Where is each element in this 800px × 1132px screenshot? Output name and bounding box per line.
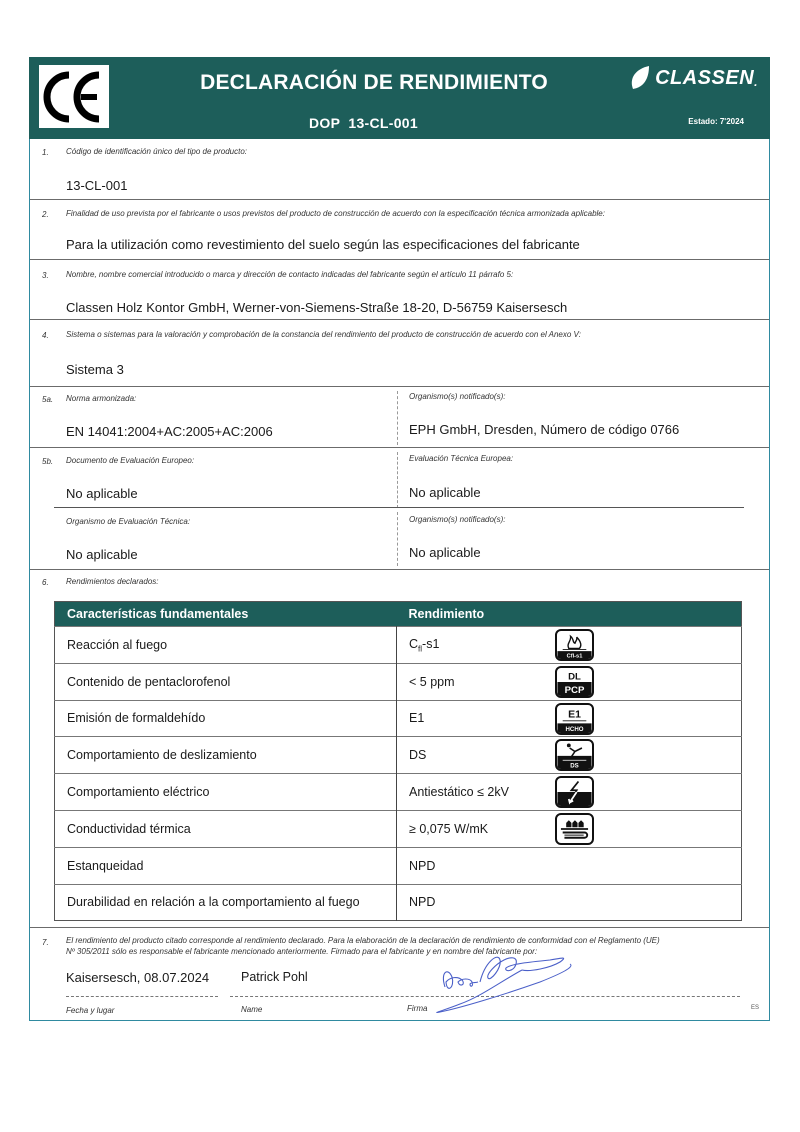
section-number: 1.: [42, 148, 49, 157]
tab-value: No aplicable: [66, 547, 138, 562]
characteristic-cell: Contenido de pentaclorofenol: [55, 663, 397, 700]
table-row: [55, 627, 742, 664]
svg-text:Cfl-s1: Cfl-s1: [566, 653, 583, 659]
section-number: 5b.: [42, 457, 54, 466]
table-row: [55, 700, 742, 737]
antistatic-icon: [555, 776, 594, 808]
underfloor-heating-icon: [555, 813, 594, 845]
section-5b-top: [30, 448, 769, 508]
signature-label: Firma: [407, 1004, 428, 1013]
characteristic-cell: Emisión de formaldehído: [55, 700, 397, 737]
notified-body-2-label: Organismo(s) notificado(s):: [409, 515, 506, 524]
svg-text:HCHO: HCHO: [565, 725, 584, 733]
column-separator: [397, 512, 398, 566]
name-label: Name: [241, 1005, 263, 1014]
declaration-line-2: Nº 305/2011 sólo es responsable el fabricante mencionado anteriormente. Firmado para el fabricante y en nombre del fabricante por:: [66, 947, 538, 956]
section-5b-bottom: [30, 508, 769, 570]
table-row: [55, 884, 742, 921]
section-2: [30, 200, 769, 260]
manufacturer-value: Classen Holz Kontor GmbH, Werner-von-Siemens-Straße 18-20, D-56759 Kaisersesch: [66, 300, 568, 315]
table-row: [55, 774, 742, 811]
e1-hcho-icon: [555, 703, 594, 735]
brand-name: CLASSEN: [655, 66, 755, 89]
language-code: ES: [750, 1005, 759, 1011]
performance-value: E1: [409, 711, 425, 726]
column-header-characteristics: Características fundamentales: [55, 602, 397, 627]
section-6: [30, 570, 769, 600]
characteristic-cell: Estanqueidad: [55, 847, 397, 884]
value-main: C: [409, 636, 419, 651]
leaf-icon: [629, 65, 651, 91]
performance-value: [409, 637, 559, 654]
section-4: [30, 320, 769, 387]
tab-label: Organismo de Evaluación Técnica:: [66, 517, 191, 526]
section-number: 4.: [42, 331, 49, 340]
table-row: [55, 663, 742, 700]
table-row: [55, 847, 742, 884]
section-number: 7.: [42, 938, 49, 947]
performance-value: < 5 ppm: [409, 674, 455, 689]
section-3: [30, 260, 769, 320]
ce-mark-icon: [39, 65, 109, 128]
characteristic-cell: Durabilidad en relación a la comportamiento al fuego: [55, 884, 397, 921]
performance-value: DS: [409, 748, 427, 763]
section-label: Finalidad de uso prevista por el fabricante o usos previstos del producto de construcción de acuerdo con la especificación técnica armonizada aplicable:: [66, 209, 605, 218]
notified-body-2-value: No aplicable: [409, 545, 481, 560]
column-header-performance: Rendimiento: [397, 602, 742, 627]
declaration-line-1: El rendimiento del producto citado corresponde al rendimiento declarado. Para la elaboración de la declaración de rendimiento de conformidad con el Reglamento (UE): [66, 936, 660, 945]
status-version: Estado: 7'2024: [688, 117, 744, 126]
svg-text:DS: DS: [570, 762, 579, 770]
column-separator: [397, 452, 398, 508]
section-number: 2.: [42, 210, 49, 219]
place-date-line: [66, 996, 218, 997]
svg-text:PCP: PCP: [564, 684, 585, 696]
document-title: DECLARACIÓN DE RENDIMIENTO: [200, 71, 548, 94]
ead-value: No aplicable: [66, 486, 138, 501]
place-date-label: Fecha y lugar: [66, 1006, 115, 1015]
section-1: [30, 139, 769, 200]
performance-cell: [397, 627, 742, 664]
section-number: 6.: [42, 578, 49, 587]
characteristic-cell: Comportamiento eléctrico: [55, 774, 397, 811]
dl-pcp-icon: [555, 666, 594, 698]
section-7-divider: [30, 927, 769, 928]
section-number: 3.: [42, 271, 49, 280]
signer-name-value: Patrick Pohl: [241, 970, 308, 984]
ead-label: Documento de Evaluación Europeo:: [66, 456, 195, 465]
value-suffix: -s1: [422, 636, 440, 651]
eta-value: No aplicable: [409, 485, 481, 500]
dop-code: DOP 13-CL-001: [309, 115, 418, 131]
section-label: Rendimientos declarados:: [66, 577, 159, 586]
place-date-value: Kaisersesch, 08.07.2024: [66, 970, 210, 985]
performance-table: [54, 601, 742, 921]
brand-logo: [629, 65, 758, 91]
performance-value: NPD: [409, 895, 436, 910]
table-row: [55, 737, 742, 774]
eta-label: Evaluación Técnica Europea:: [409, 454, 514, 463]
performance-cell: [397, 700, 742, 737]
section-label: Sistema o sistemas para la valoración y comprobación de la constancia del rendimiento del producto de construcción de acuerdo con el Anexo V:: [66, 330, 581, 339]
performance-value: NPD: [409, 858, 436, 873]
section-label: Nombre, nombre comercial introducido o marca y dirección de contacto indicadas del fabricante según el artículo 11 párrafo 5:: [66, 270, 514, 279]
system-value: Sistema 3: [66, 362, 124, 377]
performance-cell: [397, 737, 742, 774]
notified-body-value: EPH GmbH, Dresden, Número de código 0766: [409, 422, 680, 437]
ce-mark-icon-svg: [43, 71, 105, 123]
performance-cell: [397, 774, 742, 811]
section-5a: [30, 387, 769, 448]
performance-cell: [397, 884, 742, 921]
brand-dot: .: [754, 75, 758, 89]
section-number: 5a.: [42, 395, 54, 404]
table-row: [55, 810, 742, 847]
handwritten-signature-icon: [400, 942, 585, 1022]
svg-text:DL: DL: [568, 671, 581, 683]
characteristic-cell: Conductividad térmica: [55, 810, 397, 847]
table-header-row: [55, 602, 742, 627]
performance-cell: [397, 810, 742, 847]
performance-value: Antiestático ≤ 2kV: [409, 785, 509, 800]
intended-use-value: Para la utilización como revestimiento del suelo según las especificaciones del fabricante: [66, 237, 580, 252]
fire-reaction-icon: [555, 629, 594, 661]
performance-cell: [397, 663, 742, 700]
svg-text:E1: E1: [568, 707, 581, 720]
product-id-value: 13-CL-001: [66, 178, 128, 193]
value-sub: fl: [418, 644, 423, 654]
notified-body-label: Organismo(s) notificado(s):: [409, 392, 506, 401]
column-separator: [397, 391, 398, 445]
slip-resistance-icon: [555, 739, 594, 771]
harmonized-standard-label: Norma armonizada:: [66, 394, 137, 403]
document-header: [29, 57, 770, 139]
performance-cell: [397, 847, 742, 884]
performance-value: ≥ 0,075 W/mK: [409, 821, 489, 836]
harmonized-standard-value: EN 14041:2004+AC:2005+AC:2006: [66, 424, 273, 439]
section-label: Código de identificación único del tipo de producto:: [66, 147, 248, 156]
characteristic-cell: Comportamiento de deslizamiento: [55, 737, 397, 774]
characteristic-cell: Reacción al fuego: [55, 627, 397, 664]
